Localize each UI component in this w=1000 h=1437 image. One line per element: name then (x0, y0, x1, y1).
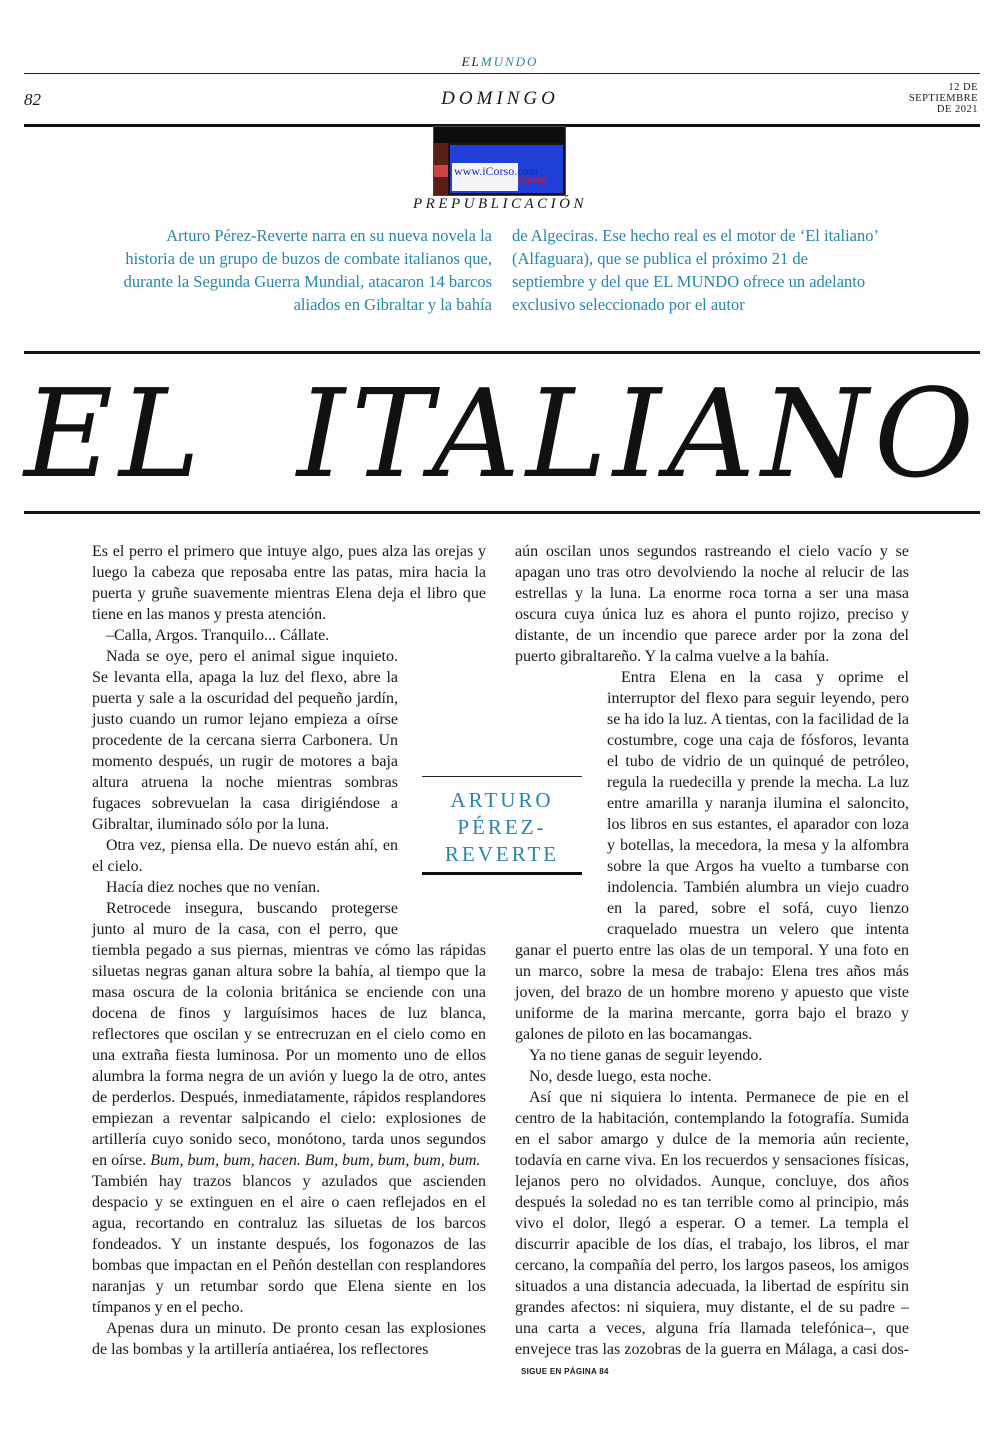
header-rule-top (24, 73, 980, 74)
paragraph: Nada se oye, pero el animal sigue inquieto. Se levanta ella, apaga la luz del flexo, abre la puerta y sale a la oscuridad del pequeño jardín, justo cuando un rumor lejano empieza a oírse procedente de la cercana sierra Carbonera. Un momento después, un rugir de motores a baja altura atruena la noche mientras sombras fugaces sobrevuelan la casa dirigiéndose a Gibraltar, iluminado sólo por la luna. (92, 648, 398, 833)
paragraph: Es el perro el primero que intuye algo, pues alza las orejas y luego la cabeza que reposaba entre las patas, mira hacia la puerta y gruñe suavemente mientras Elena deja el libro que tiene en las manos y presta atención. (92, 543, 486, 623)
standfirst-left: Arturo Pérez-Reverte narra en su nueva novela la historia de un grupo de buzos de combate italianos que, durante la Segunda Guerra Mundial, atacaron 14 barcos aliados en Gibraltar y la bahía (123, 226, 492, 314)
paragraph: Entra Elena en la casa y oprime el interruptor del flexo para seguir leyendo, pero se ha ido la luz. A tientas, con la facilidad de la costumbre, coge una caja de fósforos, levanta el tubo de vidrio de un quinqué de petróleo, regula la ruedecilla y prende la mecha. La luz entre amarilla y naranja ilumina el saloncito, los libros en sus estantes, el aparador con loza y botellas, la mecedora, la mesa y la alfombra sobre la que Argos ha vuelto a tumbarse con indolencia. También alumbra un viejo cuadro en la pared, sobre el sofá, cuyo lienzo craquelado muestra un velero que intenta ganar el puerto entre las olas de un temporal. Y una foto en un marco, sobre la mesa de trabajo: Elena tres años más joven, del brazo de un hombre moreno y apuesto que viste uniforme de la marina mercante, gorra bajo el brazo y galones de piloto en las bocamangas. (515, 669, 909, 1043)
byline-rule-bottom (422, 872, 582, 875)
date-line-1: 12 DE (948, 82, 978, 93)
date-line-2: SEPTIEMBRE (908, 93, 978, 104)
standfirst-right: de Algeciras. Ese hecho real es el motor de ‘El italiano’ (Alfaguara), que se publica el próximo 21 de septiembre y del que EL MUNDO ofrece un adelanto exclusivo seleccionado por el autor (512, 226, 878, 314)
banner-top-strip (434, 127, 565, 143)
banner-brand: iCorso (518, 175, 547, 185)
headline-rule-bottom (24, 511, 980, 514)
continuation-note[interactable]: SIGUE EN PÁGINA 84 (521, 1367, 609, 1376)
section-name: DOMINGO (441, 88, 559, 109)
page-number: 82 (24, 90, 41, 109)
paragraph: Apenas dura un minuto. De pronto cesan las explosiones de las bombas y la artillería antiaérea, los reflectores (92, 1320, 486, 1358)
headline: EL ITALIANO (24, 363, 980, 505)
website-banner-image (433, 126, 566, 196)
kicker: PREPUBLICACIÓN (413, 196, 587, 212)
paragraph: Otra vez, piensa ella. De nuevo están ahí, en el cielo. (92, 837, 398, 875)
paragraph (92, 898, 486, 1171)
dateline (878, 82, 978, 115)
paragraph: Hacía diez noches que no venían. (106, 879, 321, 896)
masthead-el: EL (461, 54, 481, 69)
byline-box (422, 776, 582, 875)
paragraph: Ya no tiene ganas de seguir leyendo. (529, 1047, 763, 1064)
date-line-3: DE 2021 (936, 104, 978, 115)
article-column-1 (92, 541, 486, 1360)
byline-line-2: PÉREZ- (457, 815, 547, 839)
paragraph (515, 1087, 909, 1382)
onomatopoeia: Bum, bum, bum, hacen. Bum, bum, bum, bum, bum. (150, 1152, 481, 1169)
paragraph: También hay trazos blancos y azulados que ascienden despacio y se extinguen en el aire o caen reflejados en el agua, recortando en contraluz las siluetas de los barcos fondeados. Y un instante después, los fogonazos de las bombas que impactan en el Peñón destellan con resplandores naranjas y un retumbar sordo que Elena siente en los tímpanos y en el pecho. (92, 1173, 486, 1316)
byline-line-3: REVERTE (444, 842, 560, 866)
paragraph: No, desde luego, esta noche. (529, 1068, 712, 1085)
masthead (0, 54, 1000, 70)
paragraph: –Calla, Argos. Tranquilo... Cállate. (106, 627, 330, 644)
paragraph: aún oscilan unos segundos rastreando el cielo vacío y se apagan uno tras otro devolviendo la noche al relucir de las estrellas y la luna. La enorme roca torna a ser una masa oscura cuya única luz es ahora el punto rojizo, preciso y distante, de un incendio que parece arder por la zona del puerto gibraltareño. Y la calma vuelve a la bahía. (515, 543, 909, 665)
banner-url: www.iCorso.com (454, 164, 538, 178)
headline-rule-top (24, 351, 980, 354)
masthead-mundo: MUNDO (480, 54, 539, 69)
byline-line-1: ARTURO (450, 788, 554, 812)
paragraph-text: Retrocede insegura, buscando protegerse junto al muro de la casa, con el perro, que tiembla pegado a sus piernas, mientras ve cómo las rápidas siluetas negras ganan altura sobre la bahía, al tiempo que la masa oscura de la colonia británica se enciende con una docena de finos y larguísimos haces de luz blanca, reflectores que oscilan y se entrecruzan en el cielo como en una extraña fiesta luminosa. Por un momento uno de ellos alumbra la forma negra de un avión y luego la de otro, antes de perderlos. Después, inmediatamente, rápidos resplandores empiezan a reventar salpicando el cielo: explosiones de artillería cuyo sonido seco, monótono, tarda unos segundos en oírse. (92, 900, 486, 1169)
byline-rule-top (422, 776, 582, 777)
paragraph-text: Así que ni siquiera lo intenta. Permanece de pie en el centro de la habitación, contemplando la fotografía. Sumida en el sabor amargo y dulce de la memoria aún reciente, todavía en carne viva. En los recuerdos y sensaciones físicas, lejanos pero no olvidados. Aunque, concluye, dos años después la soledad no es tan terrible como al principio, más vivo el dolor, llegó a esperar. O a temer. La templa el discurrir apacible de los días, el trabajo, los libros, el mar cercano, la compañía del perro, los largos paseos, los amigos situados a una distancia adecuada, la libertad de espíritu sin grandes afectos: ni siquiera, muy distante, el de su padre –una carta a veces, alguna fría llamada telefónica–, que envejece tras las zozobras de la guerra en Málaga, a casi dos- (515, 1089, 909, 1358)
banner-side-accent (434, 165, 448, 177)
article-column-2 (515, 541, 909, 1382)
